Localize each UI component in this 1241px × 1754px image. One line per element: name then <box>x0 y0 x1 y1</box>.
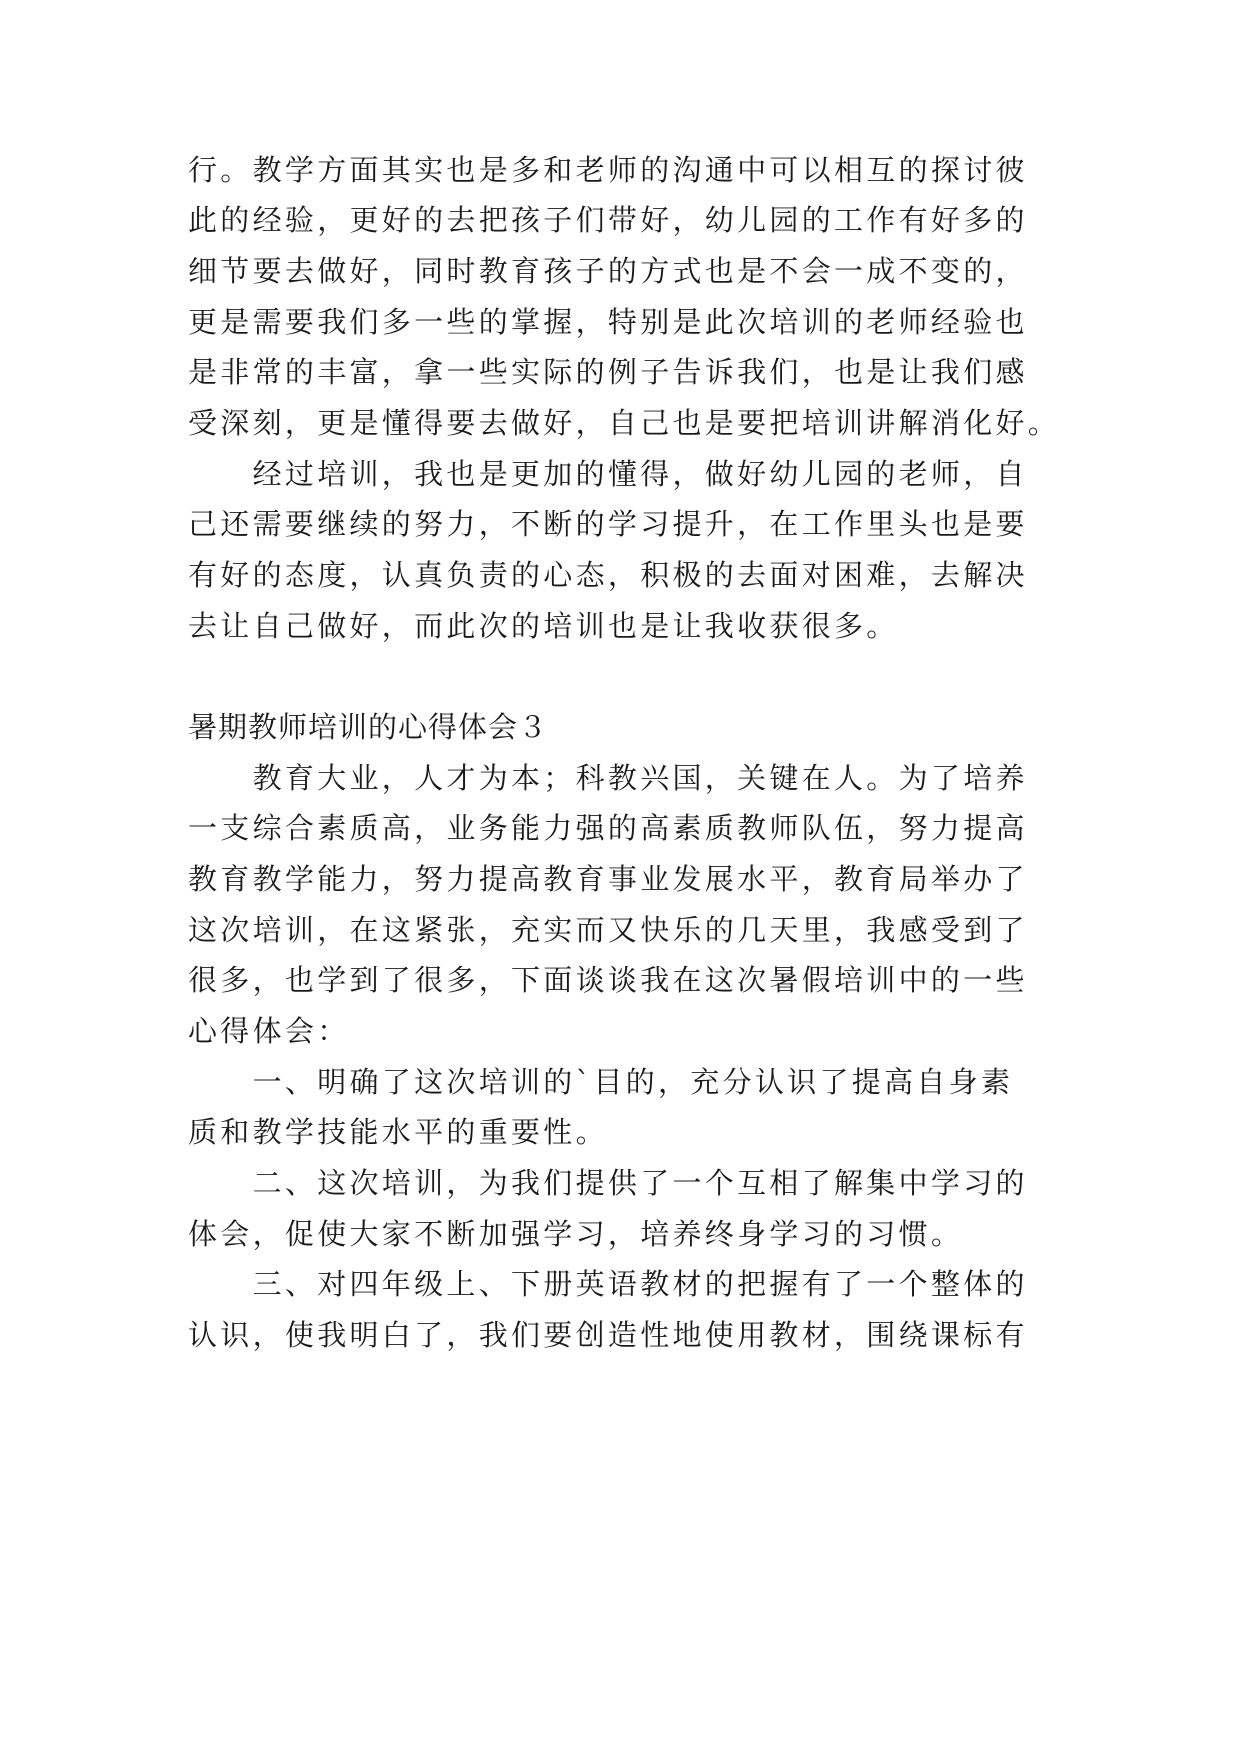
text-line: 更是需要我们多一些的掌握，特别是此次培训的老师经验也 <box>188 305 1028 339</box>
text-line: 是非常的丰富，拿一些实际的例子告诉我们，也是让我们感 <box>188 355 1028 389</box>
text-line: 这次培训，在这紧张，充实而又快乐的几天里，我感受到了 <box>188 913 1028 947</box>
text-line: 细节要去做好，同时教育孩子的方式也是不会一成不变的， <box>188 254 1028 288</box>
text-line: 教育教学能力，努力提高教育事业发展水平，教育局举办了 <box>188 862 1028 896</box>
text-line: 心得体会： <box>188 1014 350 1048</box>
text-line: 体会，促使大家不断加强学习，培养终身学习的习惯。 <box>188 1217 964 1251</box>
text-line: 认识，使我明白了，我们要创造性地使用教材，围绕课标有 <box>188 1318 1028 1352</box>
text-line: 己还需要继续的努力，不断的学习提升，在工作里头也是要 <box>188 507 1028 541</box>
text-line: 此的经验，更好的去把孩子们带好，幼儿园的工作有好多的 <box>188 203 1028 237</box>
text-line: 一支综合素质高，业务能力强的高素质教师队伍，努力提高 <box>188 811 1028 845</box>
text-line: 教育大业，人才为本；科教兴国，关键在人。为了培养 <box>188 761 1028 795</box>
text-line: 去让自己做好，而此次的培训也是让我收获很多。 <box>188 609 899 643</box>
text-line: 质和教学技能水平的重要性。 <box>188 1115 608 1149</box>
text-line: 有好的态度，认真负责的心态，积极的去面对困难，去解决 <box>188 558 1028 592</box>
section-heading: 暑期教师培训的心得体会３ <box>188 710 549 744</box>
text-line: 经过培训，我也是更加的懂得，做好幼儿园的老师，自 <box>188 457 1028 491</box>
text-line: 行。教学方面其实也是多和老师的沟通中可以相互的探讨彼 <box>188 153 1028 187</box>
text-line: 受深刻，更是懂得要去做好，自己也是要把培训讲解消化好。 <box>188 406 1061 440</box>
text-line: 二、这次培训，为我们提供了一个互相了解集中学习的 <box>188 1166 1028 1200</box>
text-line: 三、对四年级上、下册英语教材的把握有了一个整体的 <box>188 1267 1028 1301</box>
text-line: 很多，也学到了很多，下面谈谈我在这次暑假培训中的一些 <box>188 963 1028 997</box>
text-line: 一、明确了这次培训的`目的，充分认识了提高自身素 <box>188 1065 1014 1099</box>
